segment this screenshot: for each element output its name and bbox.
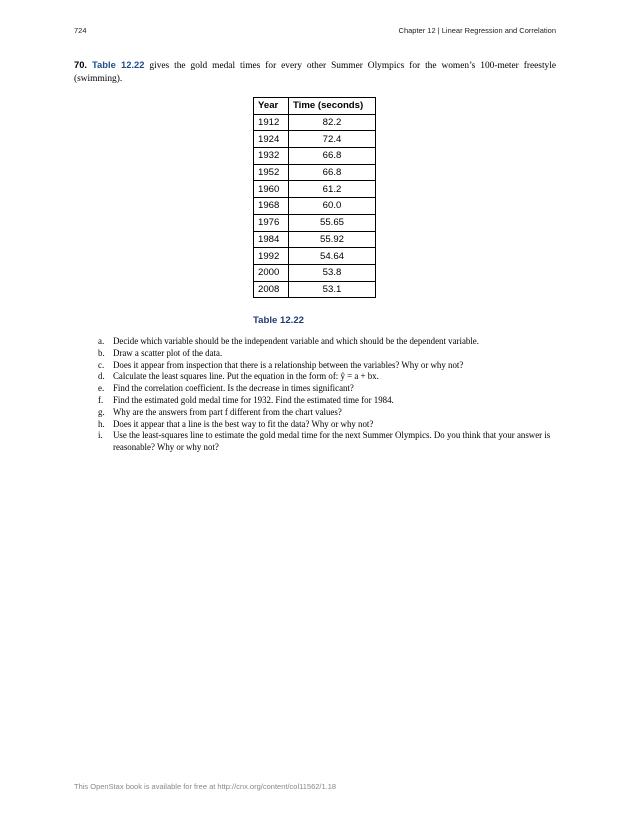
year-cell: 1992 — [254, 248, 289, 265]
part-text: Does it appear that a line is the best way to fit the data? Why or why not? — [113, 418, 374, 429]
part-text: Use the least-squares line to estimate the gold medal time for the next Summer Olympics. Do you think that your answer is reasonable? Why or why not? — [113, 430, 551, 453]
question-part — [74, 360, 560, 372]
part-label: d. — [98, 371, 105, 382]
problem-statement — [74, 59, 556, 86]
chapter-title: Chapter 12 | Linear Regression and Correlation — [398, 26, 556, 35]
part-text: Calculate the least squares line. Put the equation in the form of: ŷ = a + bx. — [113, 371, 379, 382]
part-label: h. — [98, 418, 105, 429]
table-row — [254, 164, 376, 181]
part-label: c. — [98, 359, 105, 370]
part-text: Find the estimated gold medal time for 1932. Find the estimated time for 1984. — [113, 394, 394, 405]
table-header-row — [254, 98, 376, 115]
year-cell: 1984 — [254, 231, 289, 248]
page-number: 724 — [74, 26, 87, 35]
question-parts-list — [74, 336, 560, 454]
time-cell: 66.8 — [289, 148, 376, 165]
part-label: i. — [98, 430, 103, 441]
question-part — [74, 336, 560, 348]
part-label: b. — [98, 347, 105, 358]
part-text: Why are the answers from part f different from the chart values? — [113, 406, 342, 417]
time-cell: 55.92 — [289, 231, 376, 248]
year-cell: 1968 — [254, 198, 289, 215]
table-row — [254, 248, 376, 265]
year-cell: 1912 — [254, 114, 289, 131]
year-cell: 1932 — [254, 148, 289, 165]
year-cell: 2008 — [254, 281, 289, 298]
footer-note: This OpenStax book is available for free at http://cnx.org/content/col11562/1.18 — [74, 782, 337, 791]
part-label: g. — [98, 406, 105, 417]
time-cell: 66.8 — [289, 164, 376, 181]
time-cell: 61.2 — [289, 181, 376, 198]
part-label: f. — [98, 394, 104, 405]
time-cell: 72.4 — [289, 131, 376, 148]
table-row — [254, 148, 376, 165]
question-part — [74, 419, 560, 431]
part-text: Does it appear from inspection that there is a relationship between the variables? Why or why not? — [113, 359, 464, 370]
header-time: Time (seconds) — [289, 98, 376, 115]
header-year: Year — [254, 98, 289, 115]
question-part — [74, 383, 560, 395]
part-label: e. — [98, 383, 105, 394]
problem-number: 70. — [74, 59, 88, 70]
table-reference-link[interactable]: Table 12.22 — [92, 59, 145, 70]
table-caption: Table 12.22 — [253, 315, 305, 326]
part-label: a. — [98, 336, 105, 346]
time-cell: 53.1 — [289, 281, 376, 298]
table-body — [254, 114, 376, 298]
question-part — [74, 371, 560, 383]
year-cell: 1960 — [254, 181, 289, 198]
table-row — [254, 198, 376, 215]
year-cell: 1952 — [254, 164, 289, 181]
table-row — [254, 264, 376, 281]
year-cell: 2000 — [254, 264, 289, 281]
data-table — [253, 97, 376, 298]
question-part — [74, 430, 560, 454]
year-cell: 1924 — [254, 131, 289, 148]
time-cell: 60.0 — [289, 198, 376, 215]
part-text: Decide which variable should be the independent variable and which should be the dependent variable. — [113, 336, 479, 346]
table-row — [254, 231, 376, 248]
table-row — [254, 114, 376, 131]
table-row — [254, 214, 376, 231]
question-part — [74, 407, 560, 419]
part-text: Draw a scatter plot of the data. — [113, 347, 223, 358]
table-row — [254, 181, 376, 198]
question-part — [74, 348, 560, 360]
year-cell: 1976 — [254, 214, 289, 231]
time-cell: 55.65 — [289, 214, 376, 231]
part-text: Find the correlation coefficient. Is the decrease in times significant? — [113, 383, 354, 394]
time-cell: 54.64 — [289, 248, 376, 265]
table-row — [254, 131, 376, 148]
time-cell: 53.8 — [289, 264, 376, 281]
time-cell: 82.2 — [289, 114, 376, 131]
table-row — [254, 281, 376, 298]
question-part — [74, 395, 560, 407]
problem-text: gives the gold medal times for every other Summer Olympics for the women’s 100-meter freestyle (swimming). — [74, 61, 557, 84]
